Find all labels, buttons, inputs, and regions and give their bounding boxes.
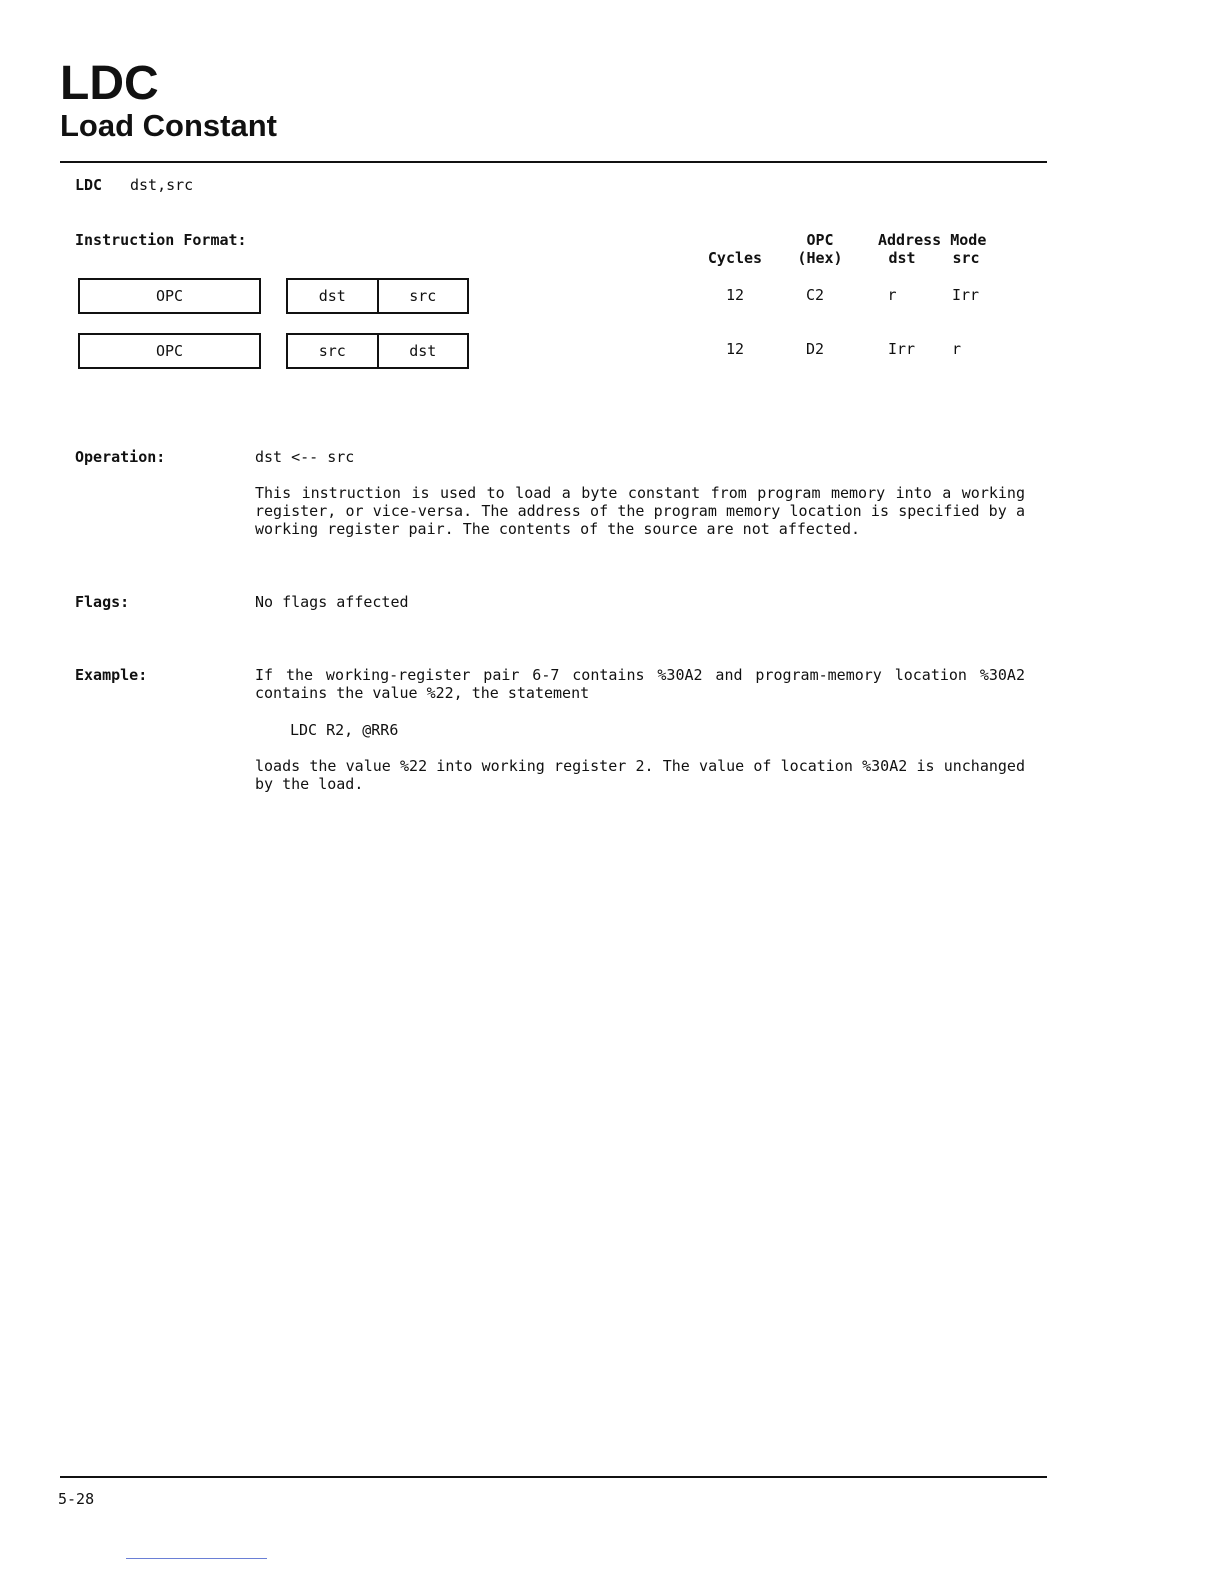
dst-mode-value: Irr — [888, 340, 916, 358]
syntax-operands: dst,src — [130, 176, 194, 194]
flags-text: No flags affected — [255, 593, 409, 611]
operand-box — [286, 278, 469, 314]
addr-src-header: src — [952, 249, 980, 267]
example-text-1: If the working-register pair 6-7 contains %30A2 and program-memory location %30A2 contains the value %22, the statement — [255, 666, 1025, 702]
operation-description: This instruction is used to load a byte constant from program memory into a working register, or vice-versa. The address of the program memory location is specified by a working register pair. The contents of the source are not affected. — [255, 484, 1025, 538]
flags-label: Flags: — [75, 593, 130, 611]
address-mode-header: Address Mode — [878, 231, 987, 249]
operation-expression: dst <-- src — [255, 448, 355, 466]
opc-value: C2 — [805, 286, 825, 304]
page-title: Load Constant — [60, 108, 277, 143]
top-rule — [60, 161, 1047, 163]
page-number: 5-28 — [58, 1490, 95, 1508]
cycles-value: 12 — [725, 286, 745, 304]
src-mode-value: r — [952, 340, 962, 358]
example-text-2: loads the value %22 into working register 2. The value of location %30A2 is unchanged by the load. — [255, 757, 1025, 793]
syntax-mnemonic: LDC — [75, 176, 103, 194]
opc-header: OPC — [806, 231, 834, 249]
opc-box: OPC — [78, 278, 261, 314]
operand-field-2: src — [377, 280, 468, 312]
src-mode-value: Irr — [952, 286, 980, 304]
addr-dst-header: dst — [888, 249, 916, 267]
instruction-format-label: Instruction Format: — [75, 231, 247, 249]
operation-label: Operation: — [75, 448, 166, 466]
bottom-rule — [60, 1476, 1047, 1478]
cycles-value: 12 — [725, 340, 745, 358]
hex-header: (Hex) — [797, 249, 843, 267]
operand-field-2: dst — [377, 335, 468, 367]
example-label: Example: — [75, 666, 148, 684]
opc-value: D2 — [805, 340, 825, 358]
dst-mode-value: r — [887, 286, 897, 304]
operand-field-1: src — [318, 342, 346, 360]
operand-field-1: dst — [318, 287, 346, 305]
opc-box: OPC — [78, 333, 261, 369]
cycles-header: Cycles — [707, 249, 763, 267]
example-code: LDC R2, @RR6 — [290, 721, 399, 739]
operand-box — [286, 333, 469, 369]
page-mnemonic: LDC — [60, 57, 159, 110]
footer-link-line — [126, 1558, 267, 1559]
